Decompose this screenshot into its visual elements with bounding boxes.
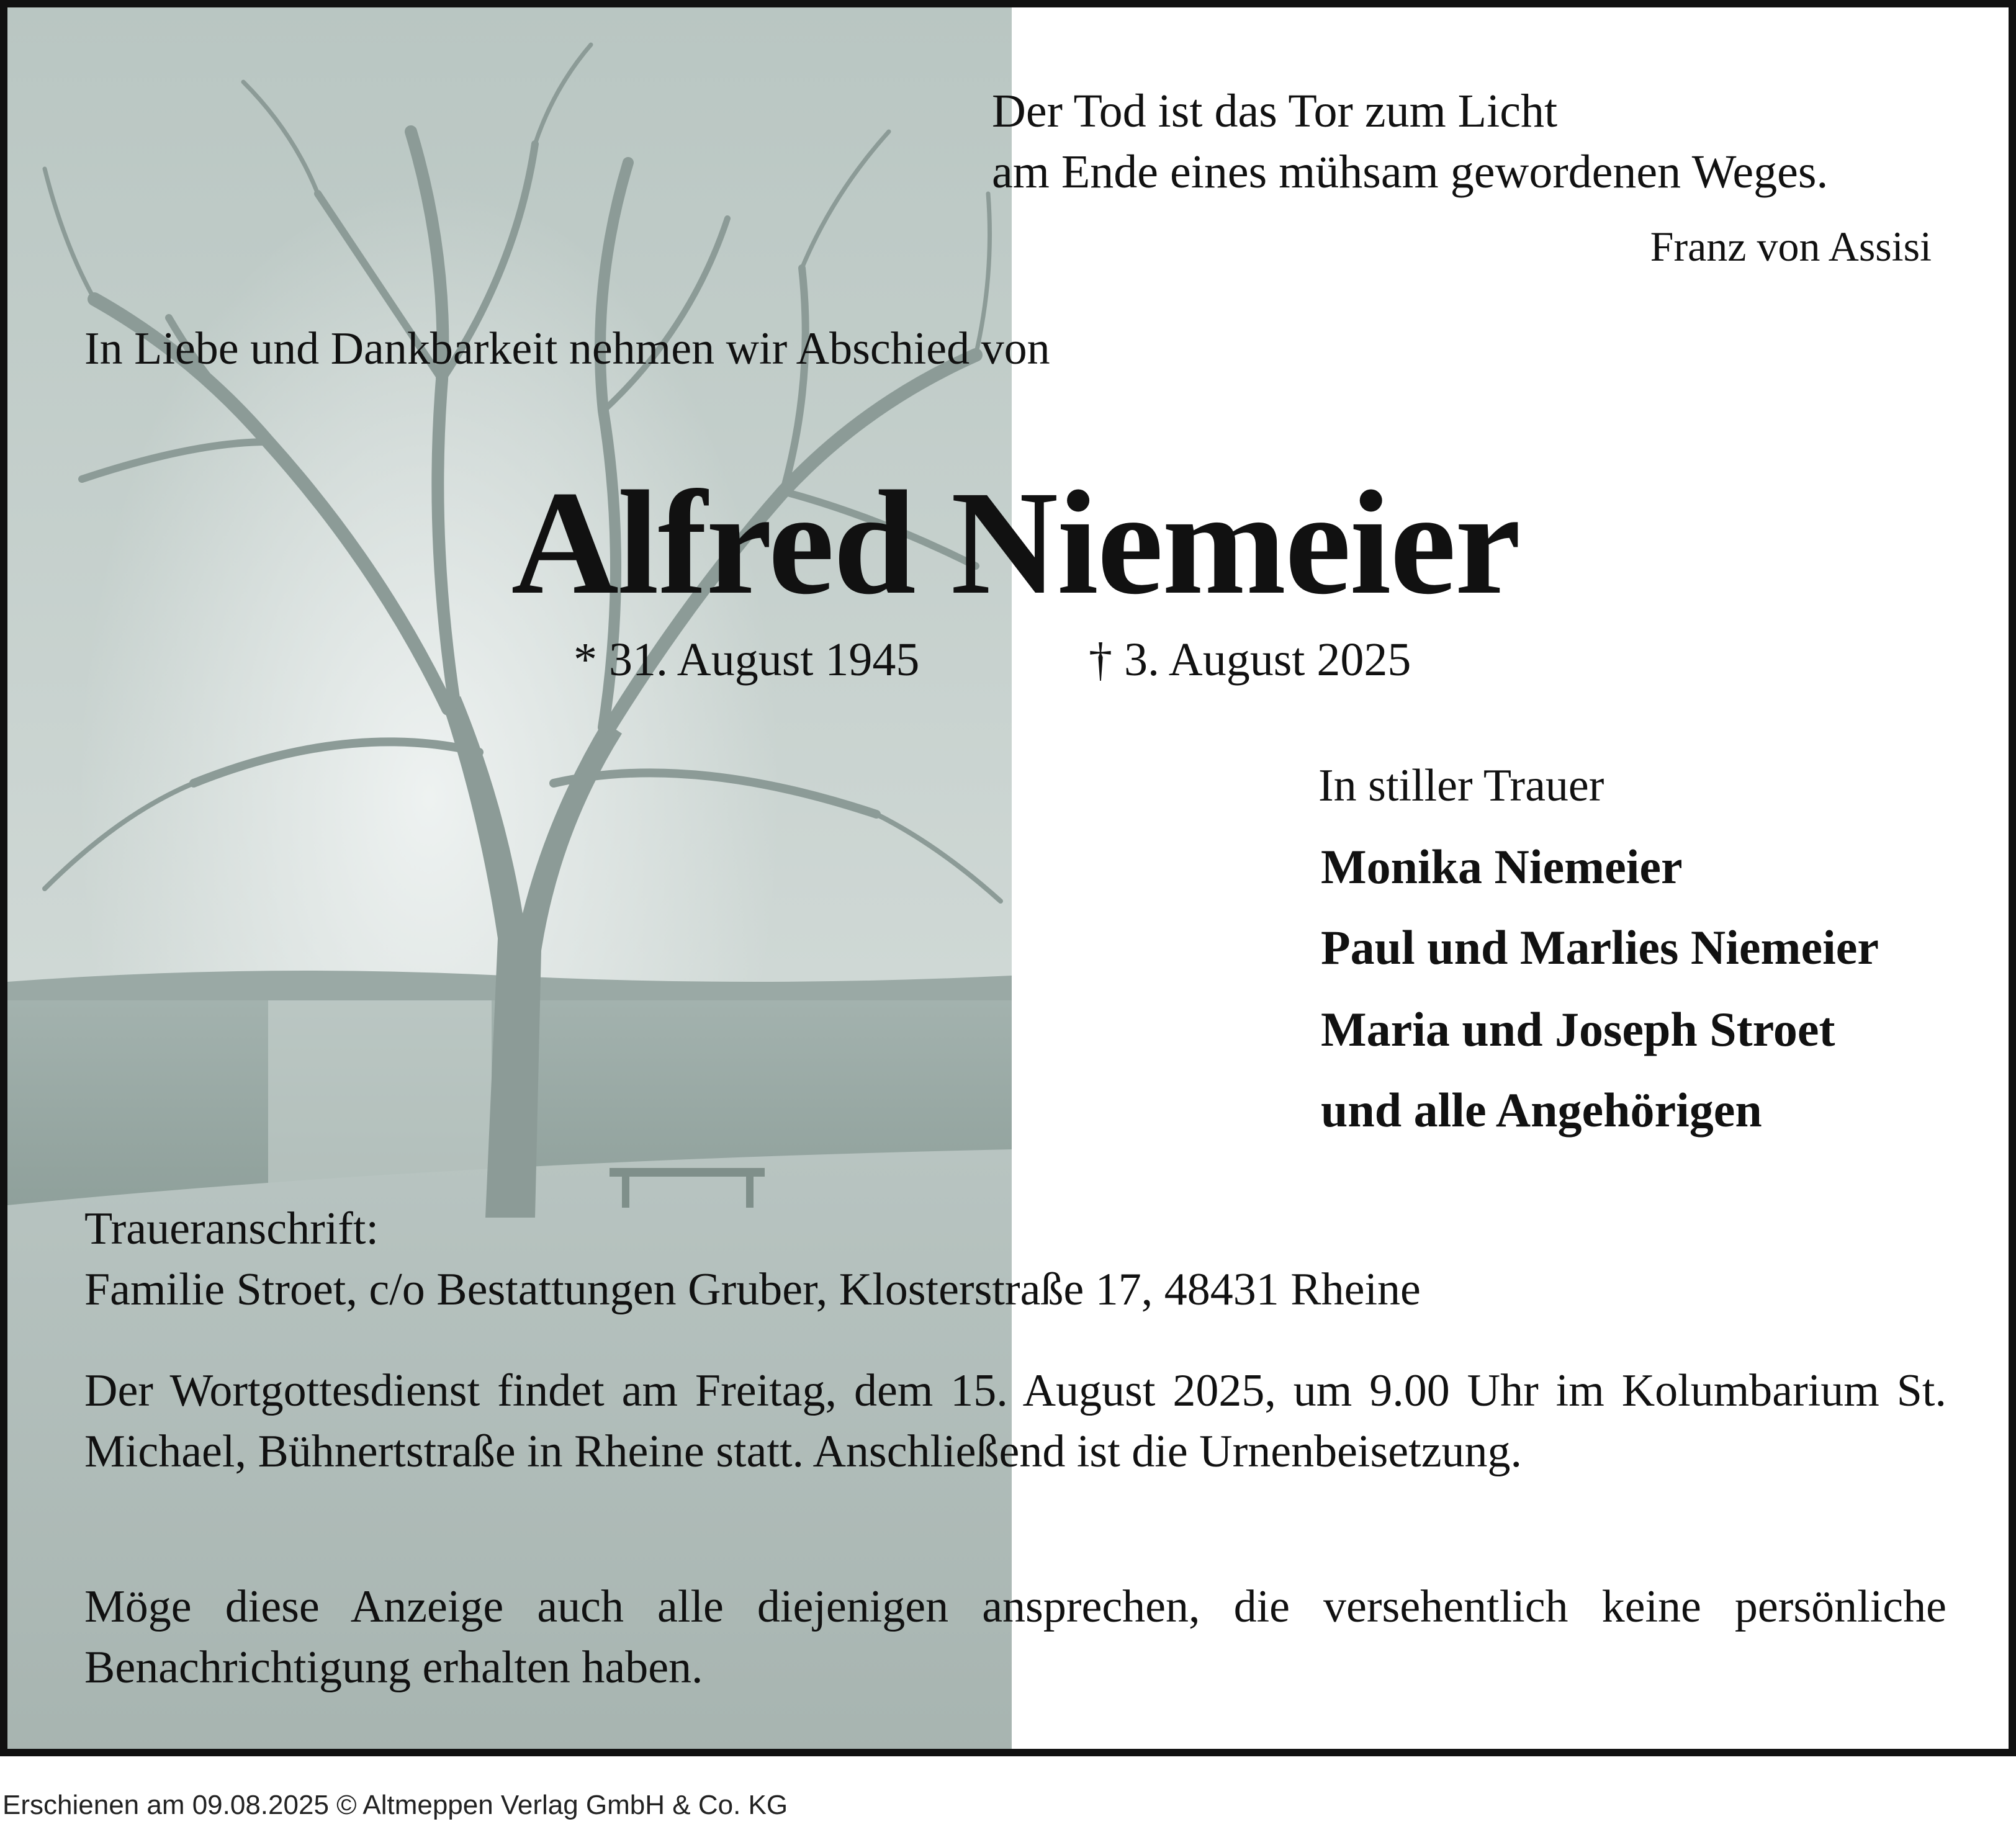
address-label: Traueranschrift: xyxy=(84,1203,379,1254)
mourners-label: In stiller Trauer xyxy=(1318,760,1604,811)
mourner-name: Paul und Marlies Niemeier xyxy=(1321,920,1879,974)
mourner-name: Monika Niemeier xyxy=(1321,840,1683,894)
publication-footer: Erschienen am 09.08.2025 © Altmeppen Verlag GmbH & Co. KG xyxy=(2,1790,788,1820)
address-value: Familie Stroet, c/o Bestattungen Gruber, Klosterstraße 17, 48431 Rheine xyxy=(84,1264,1421,1315)
closing-note: Möge diese Anzeige auch alle diejenigen ansprechen, die versehentlich keine persönliche Benachrichtigung erhalten haben. xyxy=(84,1581,1946,1693)
death-date: † 3. August 2025 xyxy=(1089,634,1411,686)
mourner-name: und alle Angehörigen xyxy=(1321,1083,1762,1137)
tree-by-lake-image xyxy=(7,7,1012,1756)
birth-date: * 31. August 1945 xyxy=(574,634,920,686)
quote xyxy=(992,81,1828,202)
deceased-name: Alfred Niemeier xyxy=(511,460,1520,625)
quote-line-1: Der Tod ist das Tor zum Licht xyxy=(992,85,1558,137)
service-info: Der Wortgottesdienst findet am Freitag, dem 15. August 2025, um 9.00 Uhr im Kolumbarium St. Michael, Bühnertstraße in Rheine statt. Anschließend ist die Urnenbeisetzung. xyxy=(84,1365,1946,1477)
mourner-name: Maria und Joseph Stroet xyxy=(1321,1002,1835,1056)
intro-text: In Liebe und Dankbarkeit nehmen wir Abschied von xyxy=(84,323,1050,374)
quote-line-2: am Ende eines mühsam gewordenen Weges. xyxy=(992,146,1829,198)
quote-author: Franz von Assisi xyxy=(1650,223,1932,270)
